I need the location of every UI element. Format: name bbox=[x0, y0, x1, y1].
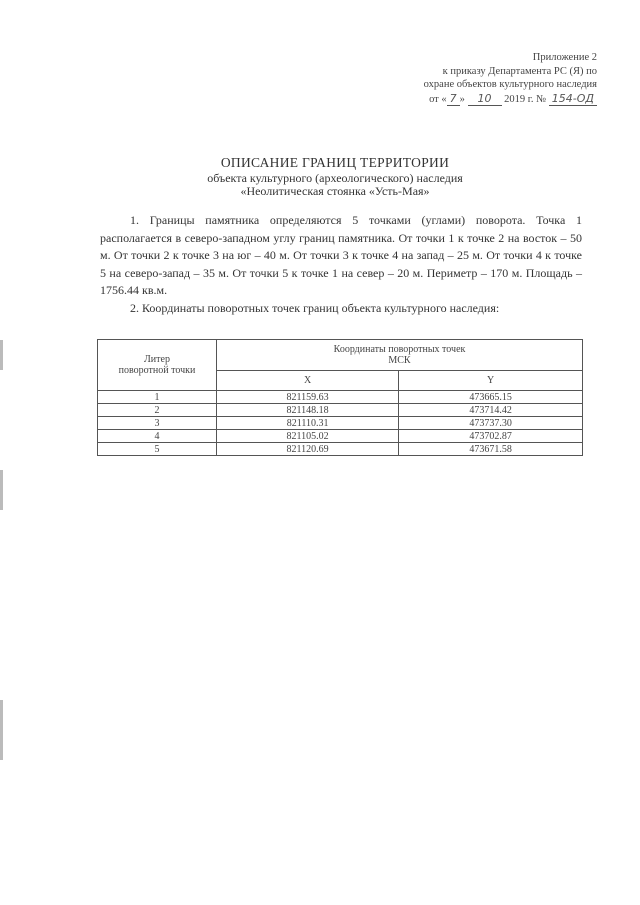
point-number: 5 bbox=[98, 443, 217, 456]
order-month: 10 bbox=[468, 92, 502, 107]
table-row bbox=[98, 391, 583, 404]
description-text bbox=[100, 212, 582, 317]
paragraph-boundaries: 1. Границы памятника определяются 5 точками (углами) поворота. Точка 1 располагается в северо-западном углу границ памятника. От точки 1 к точке 2 на восток – 50 м. От точки 2 к точке 3 на юг – 40 м. От точки 3 к точке 4 на запад – 25 м. От точки 4 к точке 5 на северо-запад – 35 м. От точки 5 к точке 1 на север – 20 м. Периметр – 170 м. Площадь – 1756.44 кв.м. bbox=[100, 213, 582, 297]
point-x: 821148.18 bbox=[217, 404, 399, 417]
title-main: ОПИСАНИЕ ГРАНИЦ ТЕРРИТОРИИ bbox=[220, 155, 450, 170]
point-number: 3 bbox=[98, 417, 217, 430]
point-number: 1 bbox=[98, 391, 217, 404]
appendix-label: Приложение 2 bbox=[532, 52, 597, 63]
table-row bbox=[98, 430, 583, 443]
title-object-name: «Неолитическая стоянка «Усть-Мая» bbox=[240, 184, 430, 198]
header-litera: Литер поворотной точки bbox=[98, 340, 217, 391]
point-y: 473737.30 bbox=[399, 417, 583, 430]
header-coordinates: Координаты поворотных точек МСК bbox=[217, 340, 583, 371]
scan-edge-mark bbox=[0, 340, 3, 370]
table-row bbox=[98, 417, 583, 430]
document-title bbox=[150, 154, 520, 198]
point-x: 821159.63 bbox=[217, 391, 399, 404]
point-x: 821105.02 bbox=[217, 430, 399, 443]
point-y: 473665.15 bbox=[399, 391, 583, 404]
point-y: 473714.42 bbox=[399, 404, 583, 417]
order-day: 7 bbox=[447, 92, 460, 107]
paragraph-coordinates-intro: 2. Координаты поворотных точек границ объекта культурного наследия: bbox=[130, 300, 500, 315]
point-y: 473671.58 bbox=[399, 443, 583, 456]
point-number: 4 bbox=[98, 430, 217, 443]
appendix-header bbox=[397, 51, 597, 106]
order-number: 154-ОД bbox=[549, 92, 597, 107]
header-y: Y bbox=[399, 370, 583, 390]
header-x: X bbox=[217, 370, 399, 390]
order-date-number: от « 7 » 10 2019 г. № 154-ОД bbox=[397, 92, 597, 107]
table-row bbox=[98, 404, 583, 417]
title-object-type: объекта культурного (археологического) наследия bbox=[207, 171, 463, 185]
scan-edge-mark bbox=[0, 700, 3, 760]
order-reference: к приказу Департамента РС (Я) по bbox=[442, 65, 597, 77]
point-number: 2 bbox=[98, 404, 217, 417]
scan-edge-mark bbox=[0, 470, 3, 510]
department-name: охране объектов культурного наследия bbox=[423, 79, 597, 91]
point-x: 821110.31 bbox=[217, 417, 399, 430]
point-x: 821120.69 bbox=[217, 443, 399, 456]
coordinates-table bbox=[97, 339, 583, 456]
table-row bbox=[98, 443, 583, 456]
point-y: 473702.87 bbox=[399, 430, 583, 443]
